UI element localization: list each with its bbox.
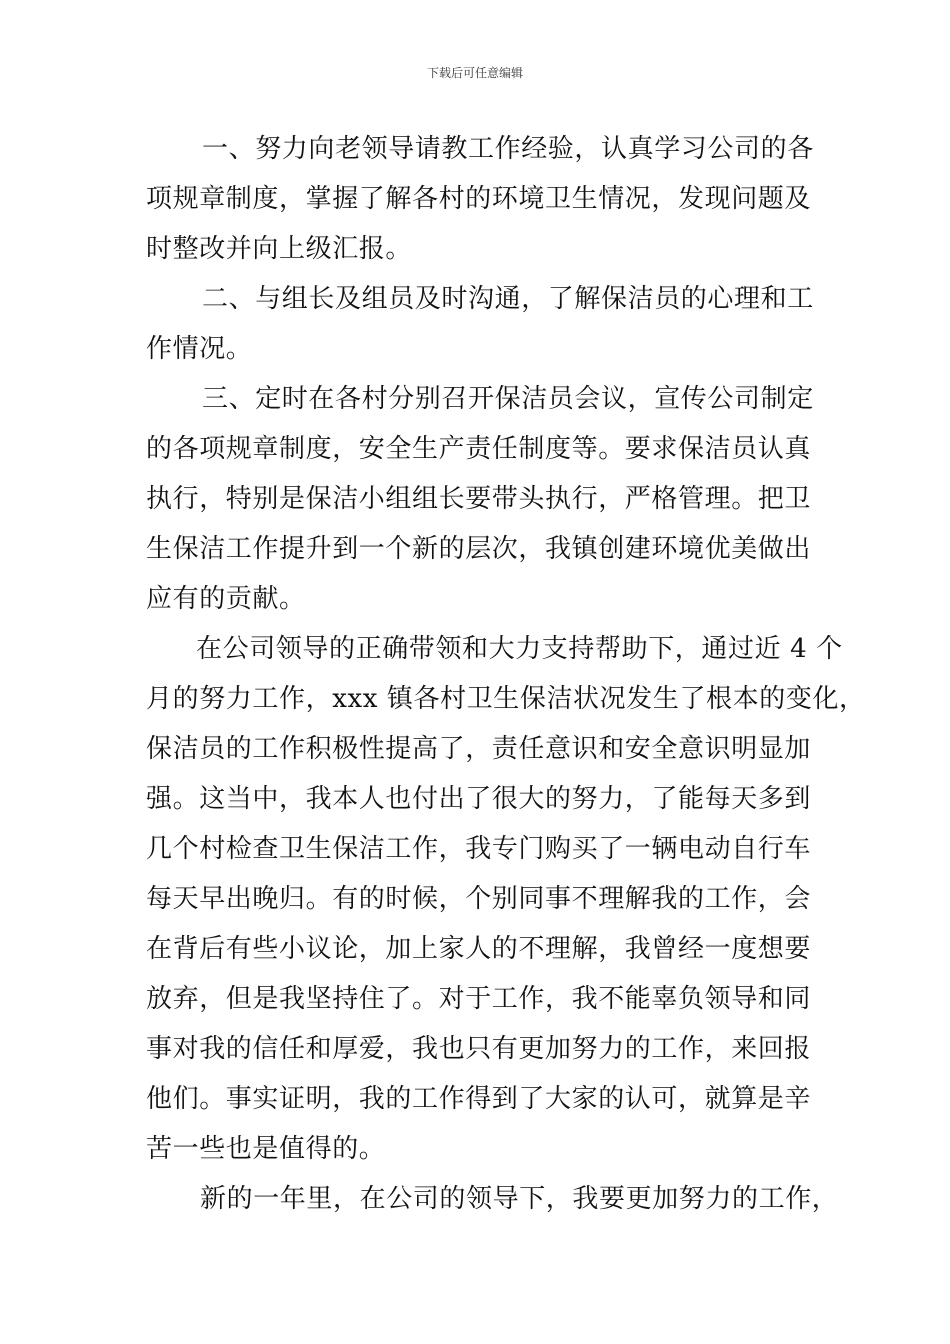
text-line: 作情况。	[146, 334, 253, 364]
text-line: 他们。事实证明，我的工作得到了大家的认可，就算是辛	[146, 1084, 812, 1114]
text-line: 几个村检查卫生保洁工作，我专门购买了一辆电动自行车	[146, 834, 812, 864]
text-line: 二、与组长及组员及时沟通，了解保洁员的心理和工	[202, 284, 814, 314]
text-line: 的各项规章制度，安全生产责任制度等。要求保洁员认真	[146, 434, 812, 464]
text-line: 强。这当中，我本人也付出了很大的努力，了能每天多到	[146, 784, 812, 814]
text-line: 每天早出晚归。有的时候，个别同事不理解我的工作，会	[146, 884, 812, 914]
page-header: 下载后可任意编辑	[426, 66, 523, 80]
text-line: 执行，特别是保洁小组组长要带头执行，严格管理。把卫	[146, 484, 812, 514]
text-line: 苦一些也是值得的。	[146, 1134, 386, 1164]
text-line: 一、努力向老领导请教工作经验，认真学习公司的各	[202, 134, 814, 164]
text-line: 事对我的信任和厚爱，我也只有更加努力的工作，来回报	[146, 1034, 812, 1064]
text-line: 三、定时在各村分别召开保洁员会议，宣传公司制定	[202, 384, 814, 414]
text-line: 新的一年里，在公司的领导下，我要更加努力的工作，	[200, 1184, 839, 1214]
text-line: 时整改并向上级汇报。	[146, 234, 413, 264]
text-line: 放弃，但是我坚持住了。对于工作，我不能辜负领导和同	[146, 984, 812, 1014]
text-line: 月的努力工作，xxx 镇各村卫生保洁状况发生了根本的变化，	[146, 684, 866, 714]
text-line: 在背后有些小议论，加上家人的不理解，我曾经一度想要	[146, 934, 812, 964]
text-line: 生保洁工作提升到一个新的层次，我镇创建环境优美做出	[146, 534, 812, 564]
text-line: 在公司领导的正确带领和大力支持帮助下，通过近 4 个	[196, 634, 843, 664]
text-line: 保洁员的工作积极性提高了，责任意识和安全意识明显加	[146, 734, 812, 764]
text-line: 应有的贡献。	[146, 584, 306, 614]
text-line: 项规章制度，掌握了解各村的环境卫生情况，发现问题及	[146, 184, 812, 214]
